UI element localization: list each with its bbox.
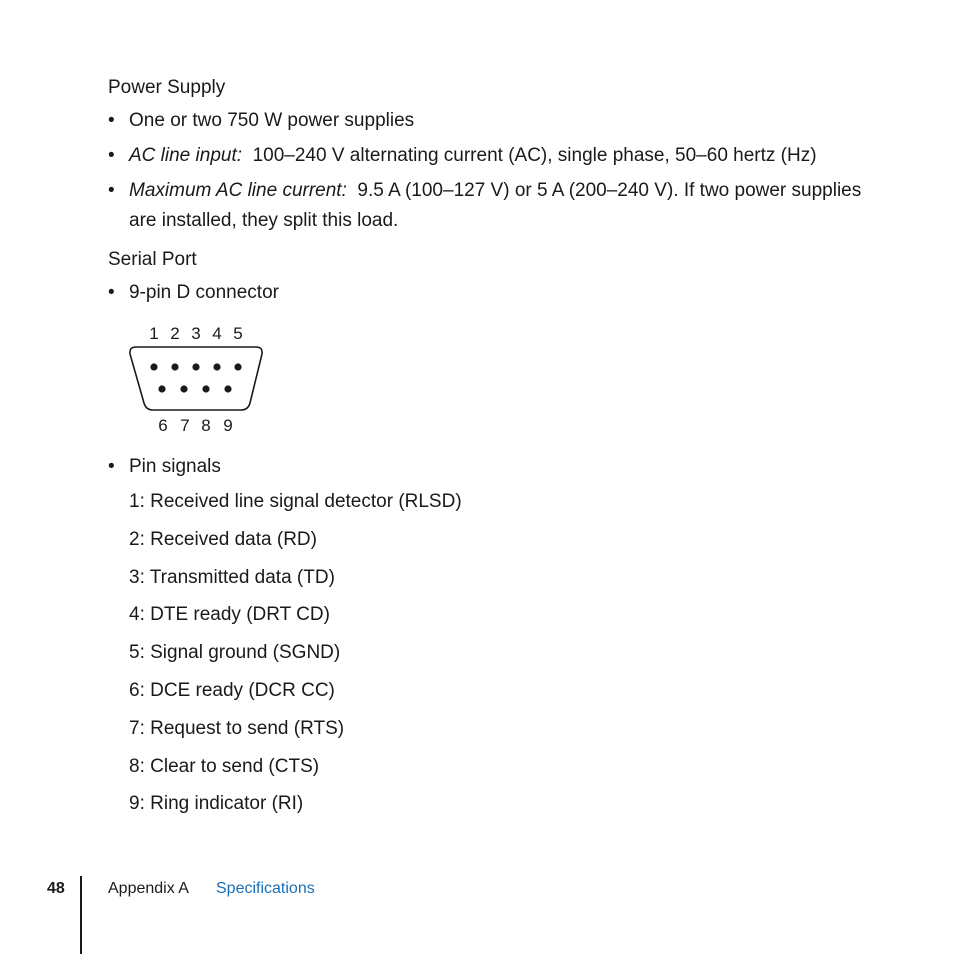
power-bullet-2 [108, 141, 878, 171]
pin-signal-2: 2: Received data (RD) [129, 529, 317, 550]
power-supply-heading: Power Supply [108, 77, 226, 98]
connector-pins [150, 363, 241, 392]
pin-hole-7 [180, 385, 187, 392]
pin-hole-4 [213, 363, 220, 370]
top-pin-labels [149, 324, 242, 343]
pin-hole-6 [158, 385, 165, 392]
footer-section-link[interactable]: Specifications [216, 880, 315, 897]
pin-signals-bullet-text: Pin signals [129, 456, 221, 477]
pin-signal-4: 4: DTE ready (DRT CD) [129, 604, 330, 625]
ac-line-input-label: AC line input: [129, 145, 243, 166]
power-bullet-1-text: One or two 750 W power supplies [129, 110, 415, 131]
page-number: 48 [47, 880, 65, 897]
max-ac-current-label: Maximum AC line current: [129, 180, 347, 201]
bullet-dot: • [108, 180, 115, 201]
power-bullet-1 [108, 106, 878, 136]
db9-connector-svg [128, 320, 268, 438]
db9-connector-diagram [128, 320, 268, 438]
pin-hole-1 [150, 363, 157, 370]
footer-appendix: Appendix A [108, 880, 189, 897]
pin-signal-3: 3: Transmitted data (TD) [129, 567, 335, 588]
power-bullet-3 [108, 176, 878, 236]
pin-signal-7: 7: Request to send (RTS) [129, 718, 345, 739]
pin-label-6: 6 [158, 416, 168, 435]
connector-bullet [108, 278, 878, 308]
power-bullet-2-body [129, 141, 878, 171]
pin-label-9: 9 [223, 416, 233, 435]
pin-signal-9: 9: Ring indicator (RI) [129, 793, 304, 814]
power-bullet-3-body [129, 176, 878, 236]
pin-hole-5 [234, 363, 241, 370]
pin-label-8: 8 [201, 416, 211, 435]
pin-label-7: 7 [180, 416, 190, 435]
serial-port-heading: Serial Port [108, 249, 197, 270]
connector-bullet-text: 9-pin D connector [129, 282, 279, 303]
bullet-dot: • [108, 110, 115, 131]
pin-label-3: 3 [191, 324, 201, 343]
pin-signal-1: 1: Received line signal detector (RLSD) [129, 491, 462, 512]
pin-signals-bullet [108, 452, 878, 482]
footer-divider [80, 876, 82, 954]
max-ac-current-value: 9.5 A (100–127 V) or 5 A (200–240 V). If two power supplies are installed, they split this load. [129, 180, 862, 231]
pin-hole-3 [192, 363, 199, 370]
pin-hole-9 [224, 385, 231, 392]
connector-shell [130, 347, 262, 410]
pin-signal-6: 6: DCE ready (DCR CC) [129, 680, 335, 701]
bottom-pin-labels [158, 416, 232, 435]
pin-label-5: 5 [233, 324, 243, 343]
bullet-dot: • [108, 456, 115, 477]
pin-label-4: 4 [212, 324, 222, 343]
pin-hole-2 [171, 363, 178, 370]
ac-line-input-value: 100–240 V alternating current (AC), single phase, 50–60 hertz (Hz) [252, 145, 817, 166]
pin-hole-8 [202, 385, 209, 392]
bullet-dot: • [108, 145, 115, 166]
bullet-dot: • [108, 282, 115, 303]
pin-label-1: 1 [149, 324, 159, 343]
pin-signal-8: 8: Clear to send (CTS) [129, 756, 320, 777]
pin-signal-5: 5: Signal ground (SGND) [129, 642, 341, 663]
pin-label-2: 2 [170, 324, 180, 343]
